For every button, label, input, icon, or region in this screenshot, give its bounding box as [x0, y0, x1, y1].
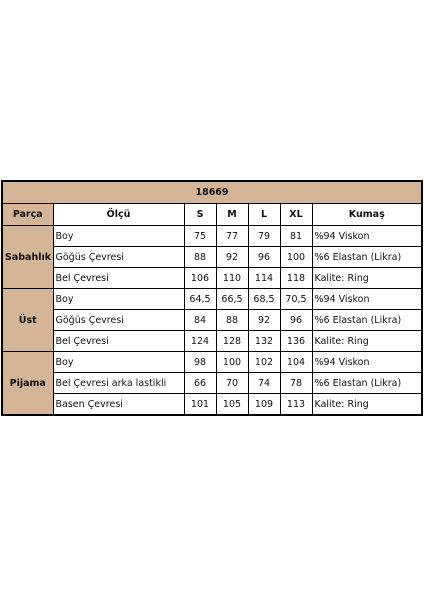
size-s-value: 106 — [184, 268, 216, 289]
size-l-value: 68,5 — [248, 289, 280, 310]
header-m: M — [216, 204, 248, 226]
table-row — [2, 394, 422, 416]
size-xl-value: 136 — [280, 331, 312, 352]
size-xl-value: 113 — [280, 394, 312, 416]
table-row — [2, 247, 422, 268]
size-xl-value: 100 — [280, 247, 312, 268]
size-xl-value: 118 — [280, 268, 312, 289]
size-s-value: 84 — [184, 310, 216, 331]
size-m-value: 128 — [216, 331, 248, 352]
fabric-info: %94 Viskon — [312, 226, 422, 247]
measure-label: Göğüs Çevresi — [53, 247, 184, 268]
size-s-value: 101 — [184, 394, 216, 416]
header-olcu: Ölçü — [53, 204, 184, 226]
measure-label: Boy — [53, 289, 184, 310]
size-xl-value: 96 — [280, 310, 312, 331]
table-row — [2, 226, 422, 247]
table-row — [2, 352, 422, 373]
size-s-value: 75 — [184, 226, 216, 247]
size-l-value: 109 — [248, 394, 280, 416]
size-l-value: 114 — [248, 268, 280, 289]
fabric-info: %94 Viskon — [312, 352, 422, 373]
size-l-value: 92 — [248, 310, 280, 331]
size-s-value: 66 — [184, 373, 216, 394]
size-m-value: 110 — [216, 268, 248, 289]
measure-label: Basen Çevresi — [53, 394, 184, 416]
size-m-value: 105 — [216, 394, 248, 416]
fabric-info: Kalite: Ring — [312, 331, 422, 352]
header-kumas: Kumaş — [312, 204, 422, 226]
table-row — [2, 373, 422, 394]
table-row — [2, 289, 422, 310]
size-s-value: 98 — [184, 352, 216, 373]
size-m-value: 88 — [216, 310, 248, 331]
measure-label: Göğüs Çevresi — [53, 310, 184, 331]
size-l-value: 96 — [248, 247, 280, 268]
fabric-info: Kalite: Ring — [312, 394, 422, 416]
size-chart-table — [1, 180, 423, 416]
size-s-value: 64,5 — [184, 289, 216, 310]
measure-label: Bel Çevresi arka lastikli — [53, 373, 184, 394]
fabric-info: %94 Viskon — [312, 289, 422, 310]
header-s: S — [184, 204, 216, 226]
header-xl: XL — [280, 204, 312, 226]
size-l-value: 79 — [248, 226, 280, 247]
group-label-sabahlik: Sabahlık — [2, 226, 53, 289]
measure-label: Boy — [53, 352, 184, 373]
table-row — [2, 331, 422, 352]
measure-label: Bel Çevresi — [53, 268, 184, 289]
product-code-title: 18669 — [2, 181, 422, 204]
group-label-ust: Üst — [2, 289, 53, 352]
header-l: L — [248, 204, 280, 226]
fabric-info: Kalite: Ring — [312, 268, 422, 289]
table-row — [2, 310, 422, 331]
size-s-value: 124 — [184, 331, 216, 352]
size-s-value: 88 — [184, 247, 216, 268]
size-l-value: 74 — [248, 373, 280, 394]
size-m-value: 77 — [216, 226, 248, 247]
size-l-value: 102 — [248, 352, 280, 373]
size-xl-value: 70,5 — [280, 289, 312, 310]
group-label-pijama: Pijama — [2, 352, 53, 416]
size-m-value: 70 — [216, 373, 248, 394]
table-row — [2, 268, 422, 289]
size-l-value: 132 — [248, 331, 280, 352]
size-xl-value: 81 — [280, 226, 312, 247]
size-m-value: 66,5 — [216, 289, 248, 310]
header-parca: Parça — [2, 204, 53, 226]
size-m-value: 100 — [216, 352, 248, 373]
size-m-value: 92 — [216, 247, 248, 268]
measure-label: Boy — [53, 226, 184, 247]
fabric-info: %6 Elastan (Likra) — [312, 373, 422, 394]
measure-label: Bel Çevresi — [53, 331, 184, 352]
size-xl-value: 104 — [280, 352, 312, 373]
fabric-info: %6 Elastan (Likra) — [312, 310, 422, 331]
fabric-info: %6 Elastan (Likra) — [312, 247, 422, 268]
size-xl-value: 78 — [280, 373, 312, 394]
